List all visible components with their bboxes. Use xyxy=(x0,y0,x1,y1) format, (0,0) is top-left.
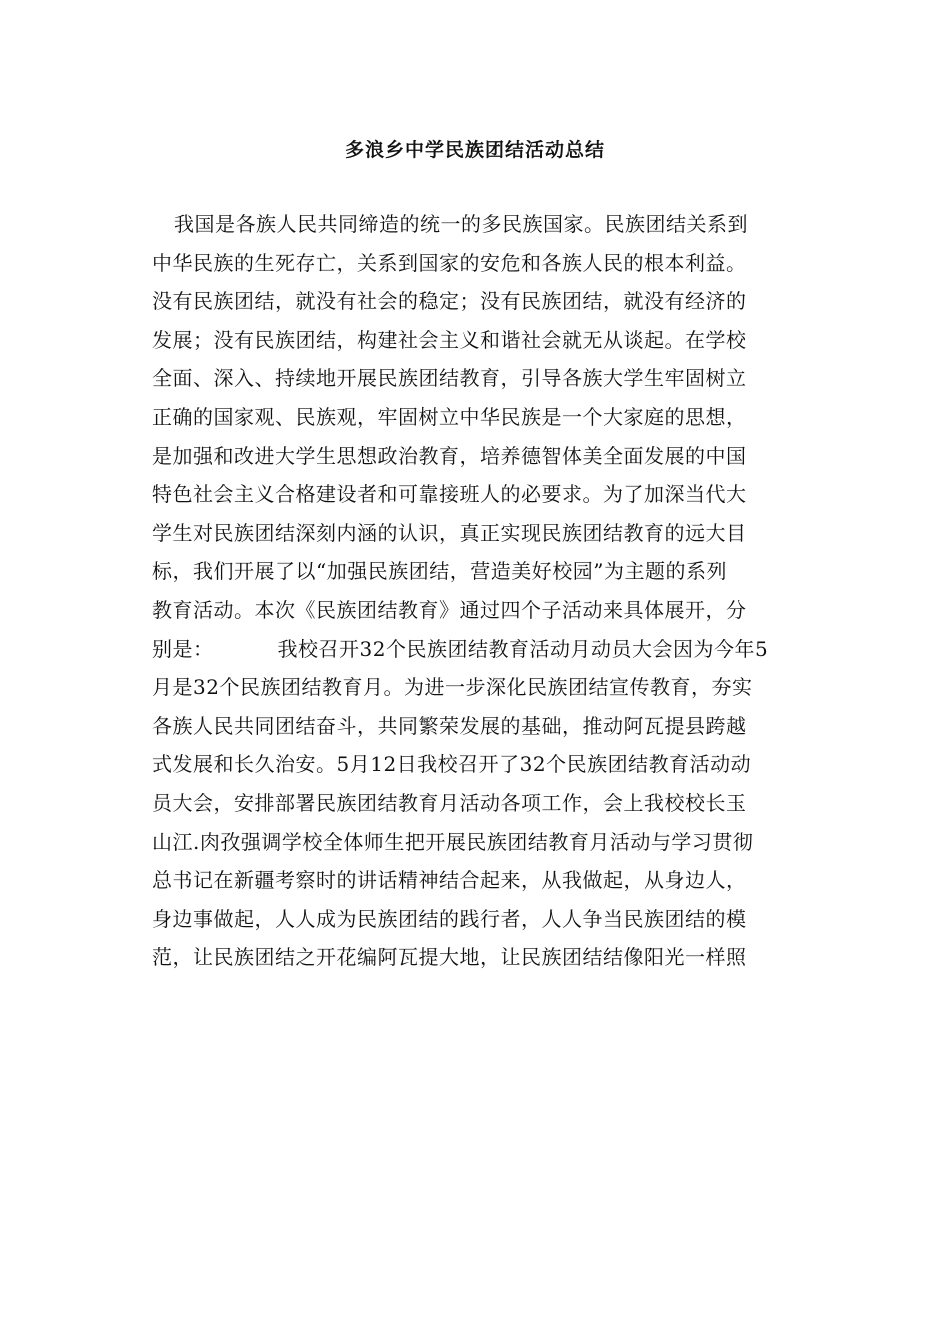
paragraph-line: 各族人民共同团结奋斗，共同繁荣发展的基础，推动阿瓦提县跨越 xyxy=(152,713,747,738)
paragraph-line: 员大会，安排部署民族团结教育月活动各项工作，会上我校校长玉 xyxy=(152,790,747,815)
paragraph-line: 发展；没有民族团结，构建社会主义和谐社会就无从谈起。在学校 xyxy=(152,327,747,352)
paragraph-line: 标，我们开展了以“加强民族团结，营造美好校园”为主题的系列 xyxy=(152,559,727,584)
paragraph-line-start: 别是： xyxy=(152,636,214,661)
paragraph-line: 式发展和长久治安。5月12日我校召开了32个民族团结教育活动动 xyxy=(152,752,752,777)
paragraph-line: 身边事做起，人人成为民族团结的践行者，人人争当民族团结的模 xyxy=(152,906,747,931)
paragraph-line: 没有民族团结，就没有社会的稳定；没有民族团结，就没有经济的 xyxy=(152,289,747,314)
paragraph-line: 范，让民族团结之开花编阿瓦提大地，让民族团结结像阳光一样照 xyxy=(152,945,747,970)
paragraph-line: 正确的国家观、民族观，牢固树立中华民族是一个大家庭的思想， xyxy=(152,404,747,429)
document-body xyxy=(152,209,812,981)
paragraph-line: 全面、深入、持续地开展民族团结教育，引导各族大学生牢固树立 xyxy=(152,366,747,391)
paragraph-line: 特色社会主义合格建设者和可靠接班人的必要求。为了加深当代大 xyxy=(152,482,747,507)
paragraph-line: 中华民族的生死存亡，关系到国家的安危和各族人民的根本利益。 xyxy=(152,250,747,275)
paragraph-line xyxy=(152,634,812,673)
paragraph-line: 我国是各族人民共同缔造的统一的多民族国家。民族团结关系到 xyxy=(174,212,748,236)
paragraph-line: 总书记在新疆考察时的讲话精神结合起来，从我做起，从身边人， xyxy=(152,868,747,893)
paragraph-line-continuation: 我校召开32个民族团结教育活动月动员大会因为今年5 xyxy=(277,636,769,661)
paragraph-line: 月是32个民族团结教育月。为进一步深化民族团结宣传教育，夯实 xyxy=(152,675,753,700)
paragraph-line: 学生对民族团结深刻内涵的认识，真正实现民族团结教育的远大目 xyxy=(152,520,747,545)
paragraph-line: 教育活动。本次《民族团结教育》通过四个子活动来具体展开，分 xyxy=(152,597,747,622)
document-title: 多浪乡中学民族团结活动总结 xyxy=(344,139,605,161)
paragraph-line: 是加强和改进大学生思想政治教育，培养德智体美全面发展的中国 xyxy=(152,443,747,468)
paragraph-line: 山江.肉孜强调学校全体师生把开展民族团结教育月活动与学习贯彻 xyxy=(152,829,754,854)
